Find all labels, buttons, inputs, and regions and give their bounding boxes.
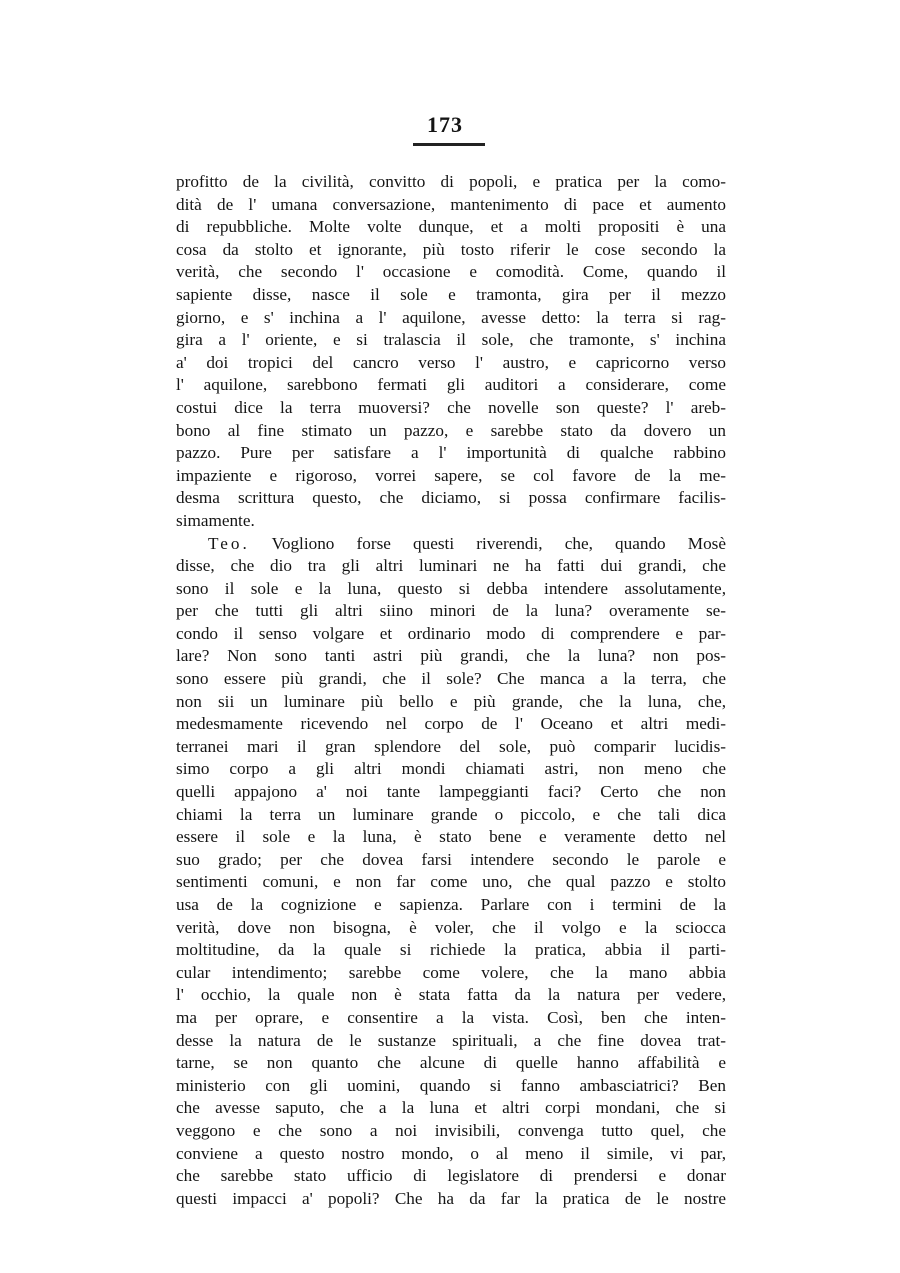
text-line: terranei mari il gran splendore del sole, può comparir lucidis- bbox=[176, 736, 726, 756]
text-line: per che tutti gli altri siino minori de la luna? overamente se- bbox=[176, 601, 726, 621]
text-line: che avesse saputo, che a la luna et altri corpi mondani, che si bbox=[176, 1098, 726, 1118]
text-line: cular intendimento; sarebbe come volere, che la mano abbia bbox=[176, 962, 726, 982]
text-line: impaziente e rigoroso, vorrei sapere, se col favore de la me- bbox=[176, 465, 726, 485]
text-line: sono essere più grandi, che il sole? Che manca a la terra, che bbox=[176, 669, 726, 689]
text-line: simamente. bbox=[176, 510, 255, 530]
text-line: usa de la cognizione e sapienza. Parlare con i termini de la bbox=[176, 895, 726, 914]
speaker-label: Teo. bbox=[208, 533, 250, 553]
text-line: l' aquilone, sarebbono fermati gli auditori a considerare, come bbox=[176, 375, 726, 395]
text-line: condo il senso volgare et ordinario modo di comprendere e par- bbox=[176, 623, 726, 643]
body-text bbox=[176, 171, 726, 1210]
paragraph-opening-line bbox=[176, 533, 726, 556]
text-line: verità, dove non bisogna, è voler, che il volgo e la sciocca bbox=[176, 917, 726, 937]
text-line: dità de l' umana conversazione, mantenimento di pace et aumento bbox=[176, 194, 726, 214]
text-line: simo corpo a gli altri mondi chiamati astri, non meno che bbox=[176, 759, 726, 779]
text-line: verità, che secondo l' occasione e comodità. Come, quando il bbox=[176, 262, 726, 282]
text-line: chiami la terra un luminare grande o piccolo, e che tali dica bbox=[176, 804, 726, 824]
text-line: desse la natura de le sustanze spirituali, a che fine dovea trat- bbox=[176, 1030, 726, 1050]
text-line: di repubbliche. Molte volte dunque, et a molti propositi è una bbox=[176, 217, 726, 237]
text-line: a' doi tropici del cancro verso l' austro, e capricorno verso bbox=[176, 352, 726, 372]
text-line: cosa da stolto et ignorante, più tosto riferir le cose secondo la bbox=[176, 239, 726, 259]
text-line: che sarebbe stato ufficio di legislatore di prendersi e donar bbox=[176, 1166, 726, 1186]
text-line: profitto de la civilità, convitto di popoli, e pratica per la como- bbox=[176, 172, 726, 191]
text-line: quelli appajono a' noi tante lampeggianti faci? Certo che non bbox=[176, 782, 726, 802]
text-line: non sii un luminare più bello e più grande, che la luna, che, bbox=[176, 691, 726, 711]
text-line: essere il sole e la luna, è stato bene e veramente detto nel bbox=[176, 827, 726, 847]
text-line: l' occhio, la quale non è stata fatta da la natura per vedere, bbox=[176, 985, 726, 1005]
text-line: sentimenti comuni, e non far come uno, che qual pazzo e stolto bbox=[176, 872, 726, 892]
text-line: ma per oprare, e consentire a la vista. Così, ben che inten- bbox=[176, 1007, 726, 1027]
text-line: sapiente disse, nasce il sole e tramonta, gira per il mezzo bbox=[176, 284, 726, 304]
text-line: sono il sole e la luna, questo si debba intendere assolutamente, bbox=[176, 578, 726, 598]
text-line: conviene a questo nostro mondo, o al meno il simile, vi par, bbox=[176, 1143, 726, 1163]
text-line: lare? Non sono tanti astri più grandi, che la luna? non pos- bbox=[176, 646, 726, 666]
text-line: disse, che dio tra gli altri luminari ne ha fatti dui grandi, che bbox=[176, 556, 726, 576]
text-line: desma scrittura questo, che diciamo, si possa confirmare facilis- bbox=[176, 488, 726, 508]
header-rule bbox=[413, 143, 485, 146]
text-line: ministerio con gli uomini, quando si fanno ambasciatrici? Ben bbox=[176, 1075, 726, 1095]
text-line: questi impacci a' popoli? Che ha da far la pratica de le nostre bbox=[176, 1188, 726, 1208]
text-line: tarne, se non quanto che alcune di quelle hanno affabilità e bbox=[176, 1053, 726, 1073]
page-number: 173 bbox=[427, 112, 463, 137]
text-line: veggono e che sono a noi invisibili, convenga tutto quel, che bbox=[176, 1120, 726, 1140]
text-line: bono al fine stimato un pazzo, e sarebbe stato da dovero un bbox=[176, 420, 726, 440]
text-line: gira a l' oriente, e si tralascia il sole, che tramonte, s' inchina bbox=[176, 330, 726, 350]
text-line: suo grado; per che dovea farsi intendere secondo le parole e bbox=[176, 849, 726, 869]
text-segment: Vogliono forse questi riverendi, che, quando Mosè bbox=[271, 533, 726, 553]
text-line: medesmamente ricevendo nel corpo de l' Oceano et altri medi- bbox=[176, 714, 726, 734]
text-line: pazzo. Pure per satisfare a l' importunità di qualche rabbino bbox=[176, 443, 726, 463]
text-line: giorno, e s' inchina a l' aquilone, avesse detto: la terra si rag- bbox=[176, 307, 726, 327]
text-line: costui dice la terra muoversi? che novelle son queste? l' areb- bbox=[176, 397, 726, 417]
text-line: moltitudine, da la quale si richiede la pratica, abbia il parti- bbox=[176, 940, 726, 960]
